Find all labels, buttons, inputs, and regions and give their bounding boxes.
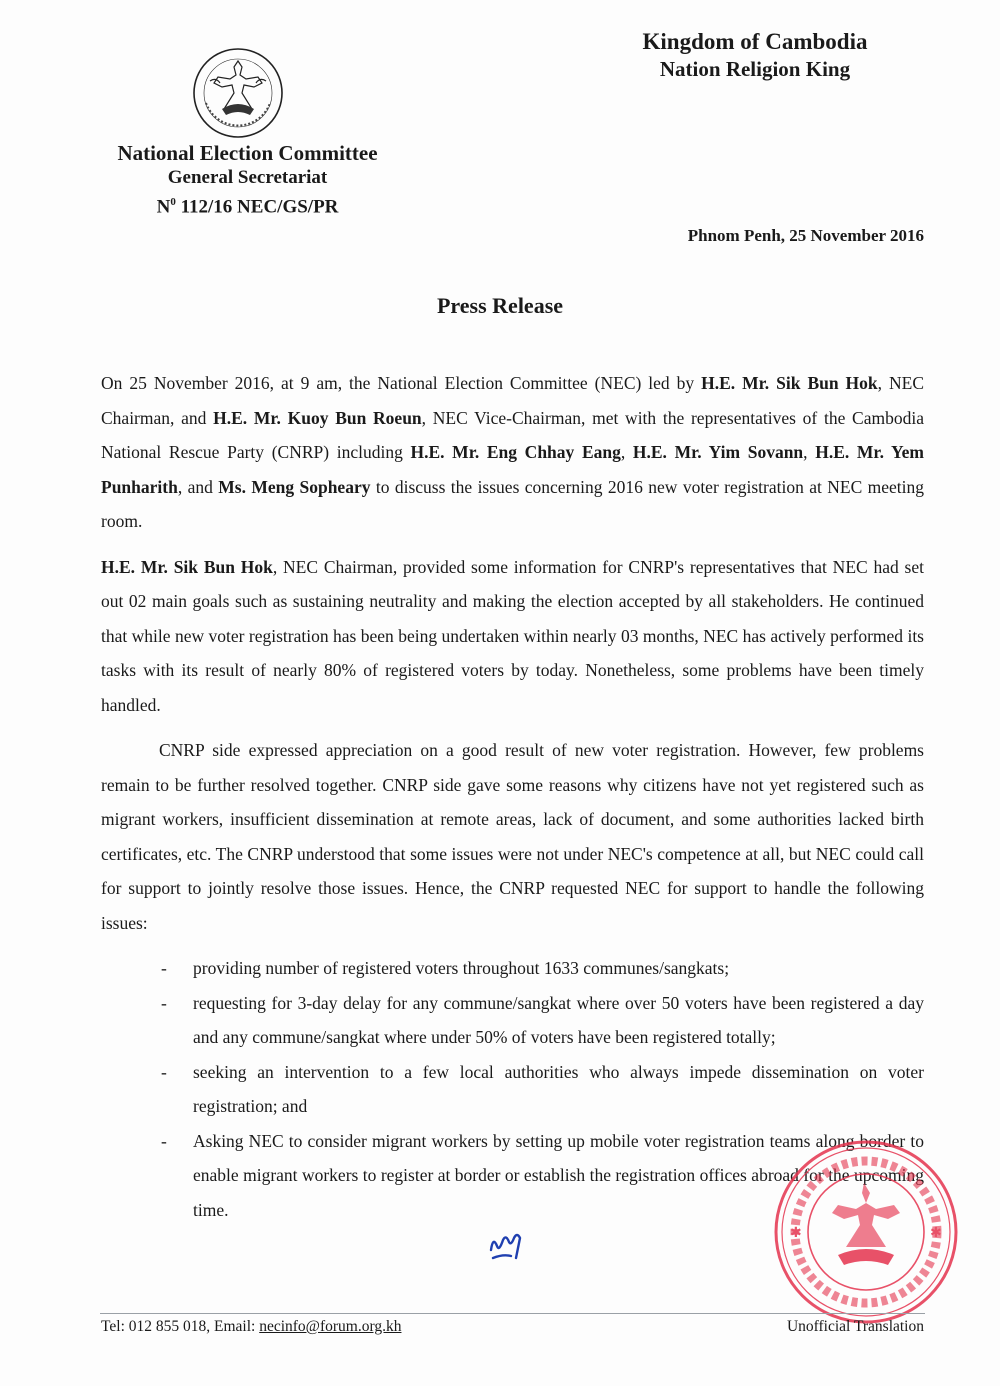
text: , NEC Chairman, and [101,373,925,428]
document-title: Press Release [436,293,564,318]
text: , [620,442,633,462]
person-name: H.E. Mr. Eng Chhay Eang [410,442,621,462]
ref-sup: 0 [170,196,176,208]
list-item-text: Asking NEC to consider migrant workers by setting up mobile voter registration teams along border to enable migrant workers to register at border or establish the registration offices abroad for the upcoming time. [193,1130,924,1220]
nec-seal-emblem-icon [192,47,284,139]
list-item-text: providing number of registered voters throughout 1633 communes/sangkats; [193,958,730,978]
tel-label: Tel: 012 855 018, Email: [101,1318,260,1335]
issuer-block [90,140,405,219]
document-body [101,366,924,1227]
list-item [101,951,924,986]
person-name: H.E. Mr. Yim Sovann [632,442,804,462]
footer-contact [101,1318,401,1336]
dash-bullet: - [161,992,167,1013]
ref-prefix: N [156,196,171,218]
reference-number [90,190,405,219]
list-item [101,986,924,1055]
dash-bullet: - [161,1130,167,1151]
country-title: Kingdom of Cambodia [642,29,868,54]
dash-bullet: - [161,1061,167,1082]
text: , NEC Chairman, provided some information for CNRP's representatives that NEC had set out 02 main goals such as sustaining neutrality and making the election accepted by all stakeholders. He continued that while new voter registration has been being undertaken within nearly 03 months, NEC has actively performed its tasks with its result of nearly 80% of registered voters by today. Nonetheless, some problems have been timely handled. [101,556,924,715]
org-division: General Secretariat [167,167,328,188]
official-stamp-icon [766,1137,966,1327]
paragraph-1 [101,366,924,539]
org-name: National Election Committee [117,141,378,165]
text: On 25 November 2016, at 9 am, the National Election Committee (NEC) led by [101,373,702,393]
svg-text:✱: ✱ [930,1225,942,1241]
dash-bullet: - [161,958,167,978]
national-motto: Nation Religion King [659,57,851,81]
kingdom-heading [590,28,920,83]
person-name: H.E. Mr. Kuoy Bun Roeun [213,407,422,428]
person-name: H.E. Mr. Yem Punharith [101,442,924,497]
email-link[interactable]: necinfo@forum.org.kh [259,1318,402,1335]
dateline: Phnom Penh, 25 November 2016 [687,226,924,245]
footer-divider [100,1313,925,1314]
person-name: H.E. Mr. Sik Bun Hok [701,373,878,393]
text: , and [177,476,219,497]
translation-note: Unofficial Translation [786,1318,924,1335]
paragraph-2 [101,550,924,723]
person-name: H.E. Mr. Sik Bun Hok [101,556,273,577]
text: to discuss the issues concerning 2016 new voter registration at NEC meeting room. [101,476,925,531]
svg-text:✱: ✱ [790,1225,802,1241]
signature-icon [487,1228,529,1264]
ref-number: 112/16 NEC/GS/PR [175,196,339,218]
text: , NEC Vice-Chairman, met with the representatives of the Cambodia National Rescue Party (CNRP) including [101,407,924,462]
paragraph-3: CNRP side expressed appreciation on a good result of new voter registration. However, few problems remain to be further resolved together. CNRP side gave some reasons why citizens have not yet registered such as migrant workers, insufficient dissemination at remote areas, lack of document, and some authorities lacked birth certificates, etc. The CNRP understood that some issues were not under NEC's competence at all, but NEC could call for support to jointly resolve those issues. Hence, the CNRP requested NEC for support to handle the following issues: [101,740,924,933]
list-item [101,1055,924,1124]
text: , [803,442,816,462]
person-name: Ms. Meng Sopheary [218,476,371,497]
list-item-text: requesting for 3-day delay for any commune/sangkat where over 50 voters have been registered a day and any commune/sangkat where under 50% of voters have been registered totally; [193,992,924,1047]
list-item-text: seeking an intervention to a few local authorities who always impede dissemination on voter registration; and [193,1061,924,1116]
